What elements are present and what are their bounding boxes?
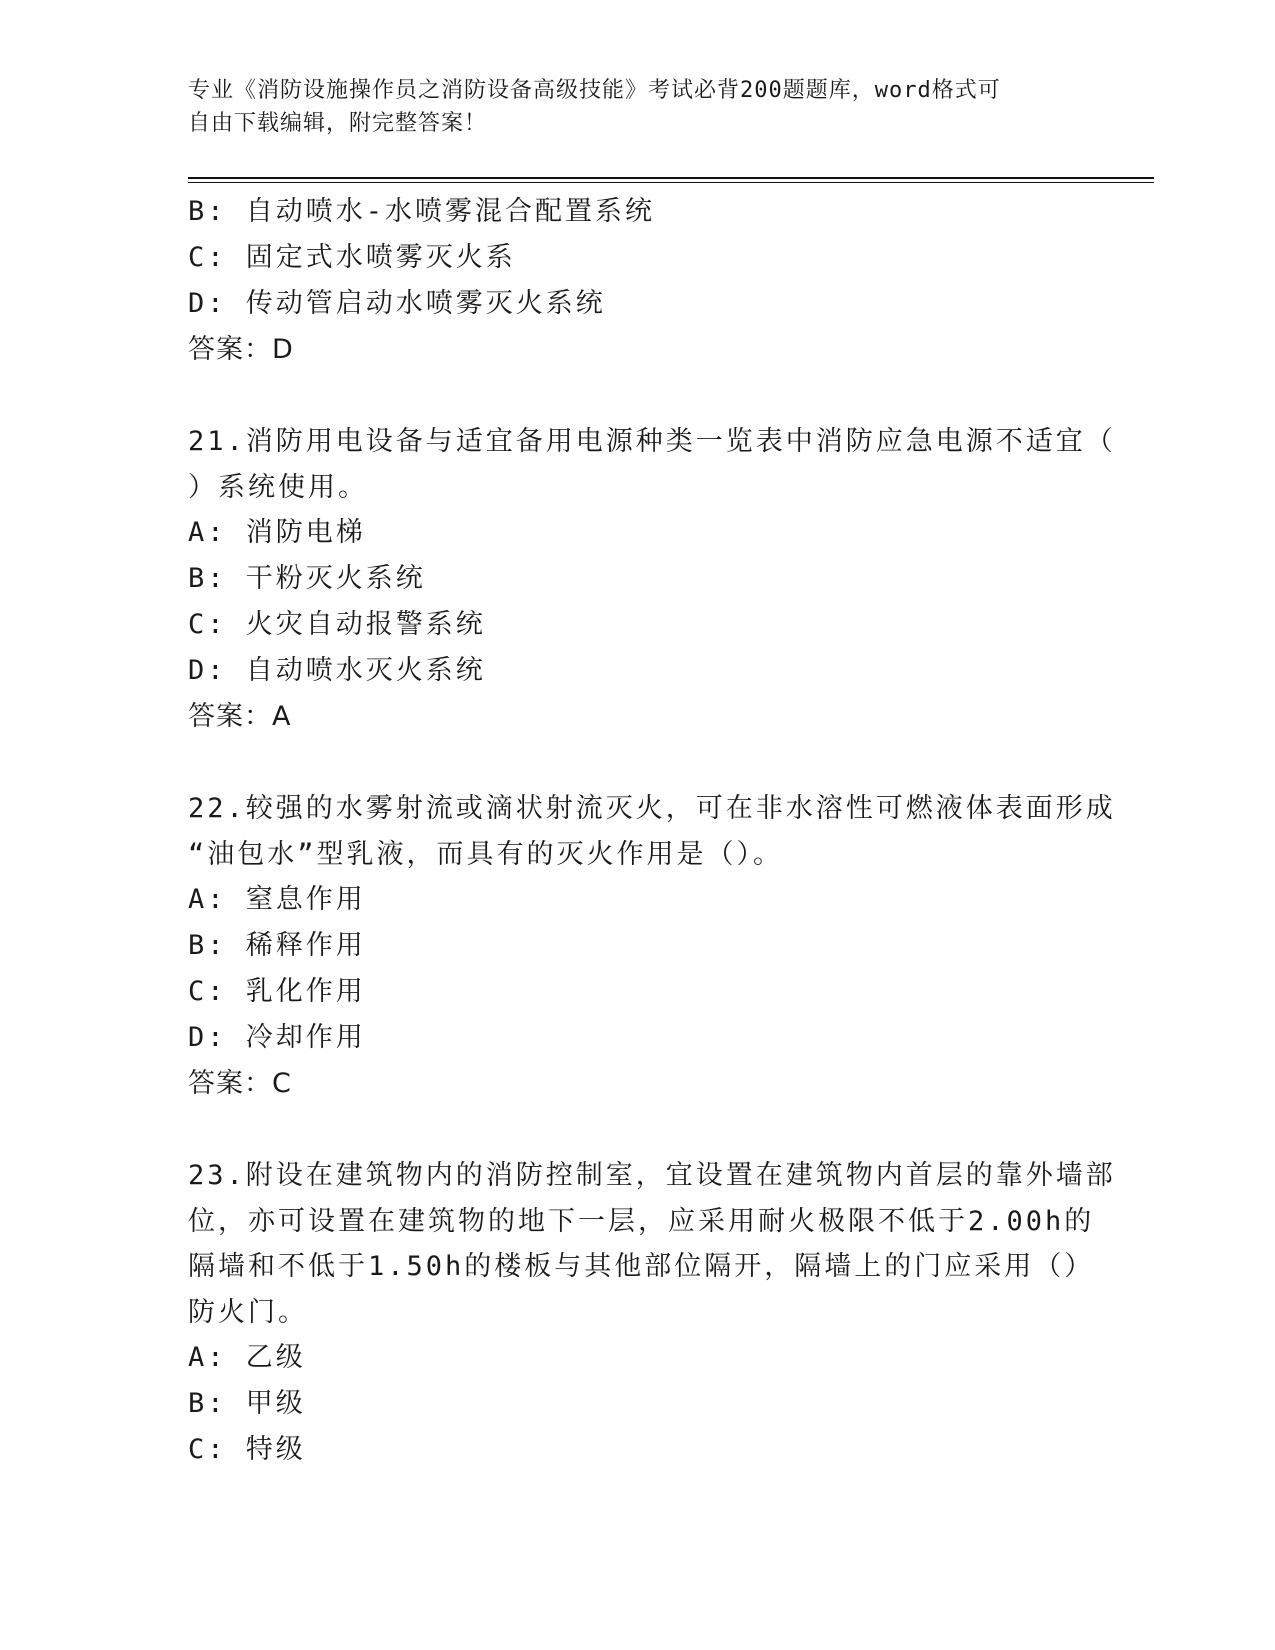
- question-text: 21.消防用电设备与适宜备用电源种类一览表中消防应急电源不适宜（: [188, 426, 1116, 457]
- question-list: [188, 189, 1116, 1473]
- answer: 答案：D: [188, 334, 294, 365]
- question-22: [188, 786, 1116, 1107]
- option-b: B: 自动喷水-水喷雾混合配置系统: [188, 196, 656, 227]
- spacer: [188, 740, 1088, 786]
- document-header: [188, 74, 1088, 140]
- header-rule-thin: [188, 182, 1154, 183]
- option-b: B: 稀释作用: [188, 930, 366, 961]
- answer: 答案：C: [188, 1068, 292, 1099]
- question-text: 位，亦可设置在建筑物的地下一层，应采用耐火极限不低于2.00h的: [188, 1205, 1095, 1237]
- question-text: 隔墙和不低于1.50h的楼板与其他部位隔开，隔墙上的门应采用（）: [188, 1251, 1095, 1282]
- option-c: C: 火灾自动报警系统: [188, 609, 486, 640]
- option-d: D: 自动喷水灭火系统: [188, 655, 486, 686]
- option-c: C: 特级: [188, 1434, 306, 1465]
- question-text: “油包水”型乳液，而具有的灭火作用是（）。: [188, 838, 784, 870]
- question-text: 23.附设在建筑物内的消防控制室，宜设置在建筑物内首层的靠外墙部: [188, 1160, 1116, 1191]
- answer: 答案：A: [188, 701, 292, 732]
- option-a: A: 乙级: [188, 1342, 306, 1373]
- header-rule-thick: [188, 177, 1154, 179]
- option-c: C: 固定式水喷雾灭火系: [188, 242, 516, 273]
- question-23: [188, 1153, 1116, 1473]
- option-b: B: 甲级: [188, 1388, 306, 1419]
- option-d: D: 冷却作用: [188, 1022, 366, 1053]
- question-20-tail: [188, 189, 1088, 373]
- question-text: 22.较强的水雾射流或滴状射流灭火，可在非水溶性可燃液体表面形成: [188, 793, 1116, 824]
- option-a: A: 窒息作用: [188, 884, 366, 915]
- question-text: ）系统使用。: [188, 471, 368, 503]
- option-c: C: 乳化作用: [188, 976, 366, 1007]
- option-a: A: 消防电梯: [188, 517, 366, 548]
- option-d: D: 传动管启动水喷雾灭火系统: [188, 288, 606, 319]
- question-21: [188, 419, 1116, 740]
- option-b: B: 干粉灭火系统: [188, 563, 426, 594]
- spacer: [188, 1107, 1088, 1153]
- header-line-1: 专业《消防设施操作员之消防设备高级技能》考试必背200题题库，word格式可: [188, 78, 1001, 103]
- question-text: 防火门。: [188, 1296, 308, 1328]
- header-line-2: 自由下载编辑，附完整答案！: [188, 111, 488, 136]
- spacer: [188, 373, 1088, 419]
